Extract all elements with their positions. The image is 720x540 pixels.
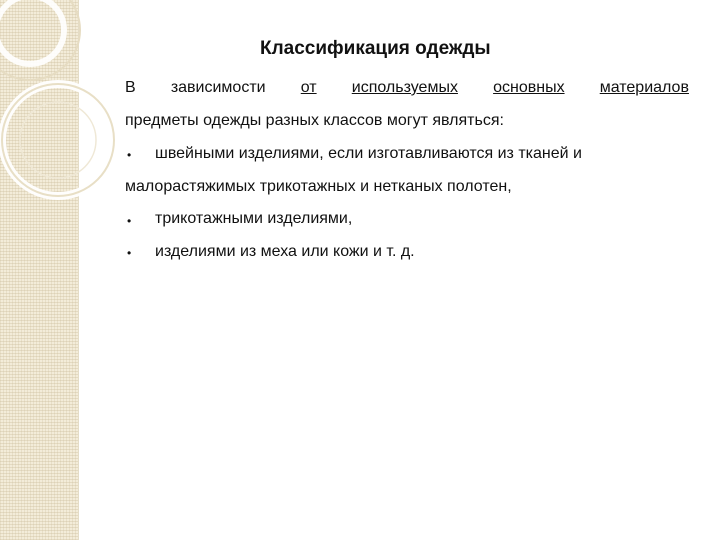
bullet-marker: • [127,214,132,228]
intro-word-underlined: материалов [599,79,689,96]
intro-word-underlined: используемых [351,79,458,96]
intro-word-underlined: от [300,79,317,96]
intro-word: зависимости [170,79,266,96]
list-item: швейными изделиями, если изготавливаются из тканей и [155,145,582,162]
decorative-circles-ornament [0,0,140,260]
list-item-continuation: малорастяжимых трикотажных и нетканых полотен, [125,178,512,195]
list-item: изделиями из меха или кожи и т. д. [155,243,415,260]
bullet-marker: • [127,246,132,260]
list-item: трикотажными изделиями, [155,210,353,227]
intro-word-underlined: основных [493,79,565,96]
intro-word: В [125,79,136,96]
intro-second-line: предметы одежды разных классов могут являться: [125,112,504,129]
slide-title: Классификация одежды [260,38,491,59]
bullet-marker: • [127,148,132,162]
intro-first-line [125,79,689,97]
